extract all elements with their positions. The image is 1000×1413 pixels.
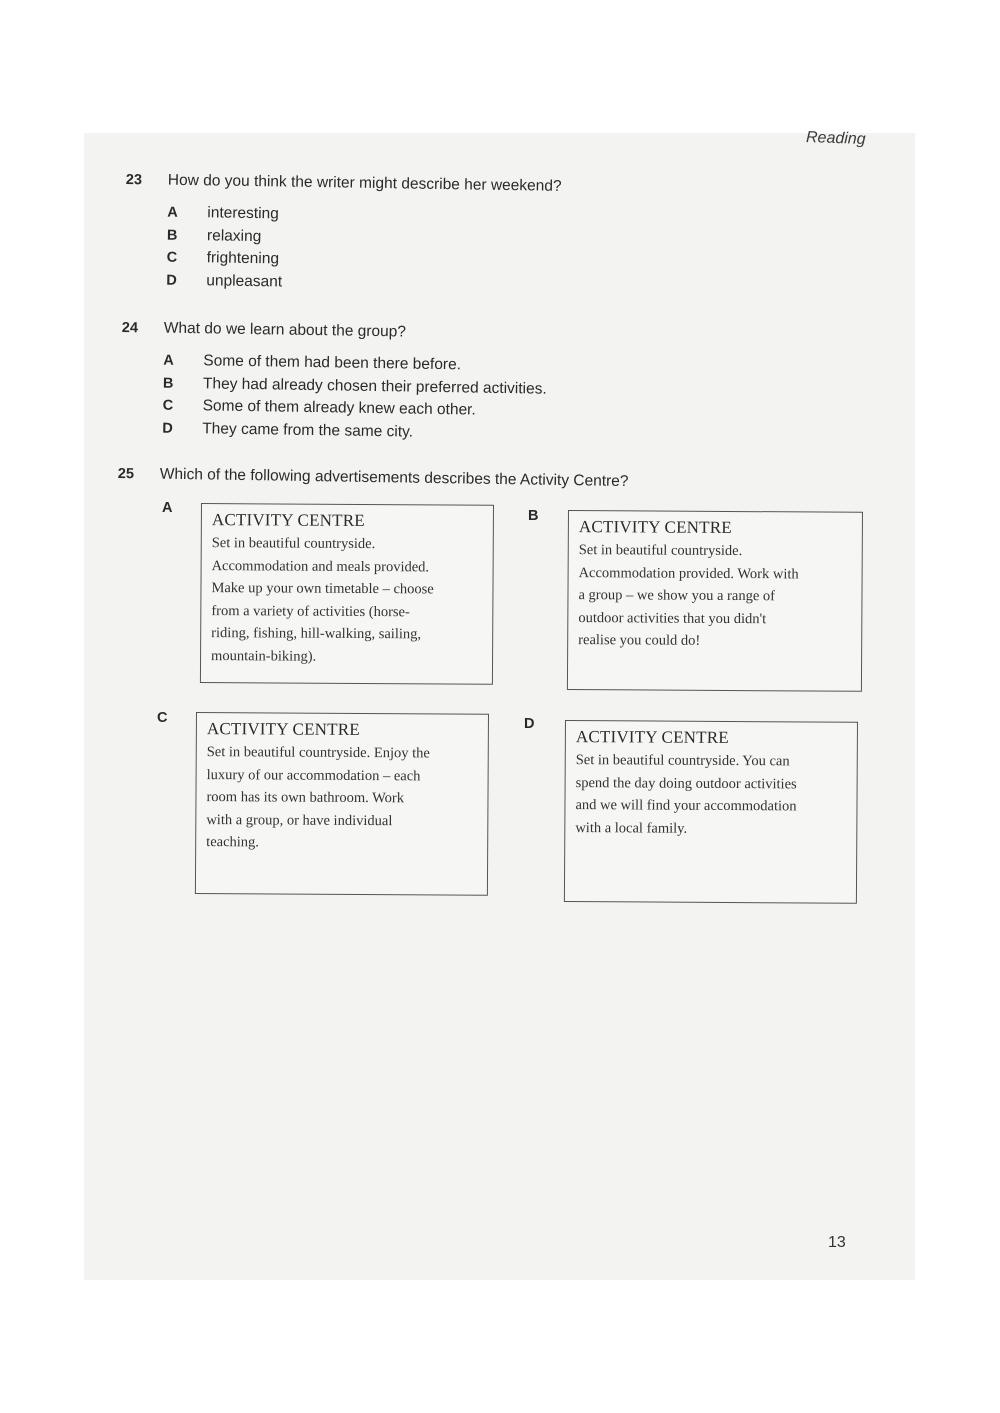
ad-line: Make up your own timetable – choose	[211, 580, 434, 598]
ad-line: riding, fishing, hill-walking, sailing,	[211, 625, 422, 643]
ad-body	[211, 532, 483, 669]
ad-line: Set in beautiful countryside. You can	[575, 752, 790, 770]
ad-line: Accommodation and meals provided.	[211, 557, 430, 575]
ad-title: ACTIVITY CENTRE	[211, 510, 365, 531]
ad-line: with a group, or have individual	[206, 811, 393, 829]
ad-line: luxury of our accommodation – each	[206, 766, 421, 784]
ad-body	[206, 741, 478, 855]
ad-line: Accommodation provided. Work with	[578, 564, 799, 582]
question-24	[120, 319, 548, 446]
ad-line: realise you could do!	[578, 632, 701, 649]
option-letter: C	[166, 249, 178, 266]
ad-line: mountain-biking).	[211, 647, 317, 665]
option-text: interesting	[207, 204, 279, 223]
ad-line: spend the day doing outdoor activities	[575, 774, 797, 792]
question-23	[124, 171, 562, 298]
ad-line: a group – we show you a range of	[578, 587, 776, 605]
option-letter: D	[162, 420, 173, 437]
ad-letter-d: D	[524, 716, 535, 732]
question-number: 25	[117, 465, 135, 483]
ad-line: with a local family.	[575, 819, 688, 837]
option-letter: B	[166, 227, 178, 244]
ad-body	[578, 539, 852, 653]
question-text: How do you think the writer might describe her weekend?	[167, 171, 562, 195]
option-letter: C	[162, 397, 174, 414]
options-list	[162, 350, 547, 446]
ad-letter-a: A	[162, 500, 173, 516]
option-letter: D	[166, 272, 177, 289]
question-text: What do we learn about the group?	[163, 319, 407, 341]
page-number: 13	[828, 1234, 846, 1251]
ad-line: Set in beautiful countryside. Enjoy the	[206, 744, 430, 762]
ad-letter-c: C	[157, 710, 168, 726]
option-text: frightening	[206, 249, 280, 268]
ad-body	[575, 749, 847, 841]
ad-line: from a variety of activities (horse-	[211, 602, 410, 620]
ad-line: room has its own bathroom. Work	[206, 789, 405, 807]
advertisement-a	[200, 503, 494, 685]
section-label: Reading	[805, 128, 866, 149]
option-text: unpleasant	[206, 271, 283, 290]
ad-line: Set in beautiful countryside.	[578, 542, 743, 560]
scanned-page	[84, 133, 915, 1280]
question-number: 24	[121, 319, 139, 337]
option-text: They had already chosen their preferred activities.	[202, 374, 547, 398]
ad-line: and we will find your accommodation	[575, 797, 797, 815]
option-text: Some of them had been there before.	[203, 352, 462, 374]
option-text: They came from the same city.	[202, 419, 414, 441]
ad-line: teaching.	[206, 834, 260, 851]
question-number: 23	[125, 171, 143, 189]
question-text: Which of the following advertisements describes the Activity Centre?	[159, 465, 629, 491]
option-text: relaxing	[206, 226, 262, 245]
advertisement-d	[564, 720, 858, 904]
ad-title: ACTIVITY CENTRE	[206, 719, 360, 740]
option-letter: A	[167, 204, 178, 221]
ad-title: ACTIVITY CENTRE	[578, 517, 732, 538]
ad-line: outdoor activities that you didn't	[578, 609, 767, 627]
options-list	[166, 202, 561, 298]
advertisement-b	[567, 510, 863, 692]
option-text: Some of them already knew each other.	[202, 397, 476, 419]
option-letter: B	[162, 375, 174, 392]
advertisement-c	[195, 712, 489, 896]
ad-title: ACTIVITY CENTRE	[575, 727, 729, 748]
option-letter: A	[163, 352, 174, 369]
ad-line: Set in beautiful countryside.	[211, 535, 376, 553]
ad-letter-b: B	[528, 508, 539, 524]
